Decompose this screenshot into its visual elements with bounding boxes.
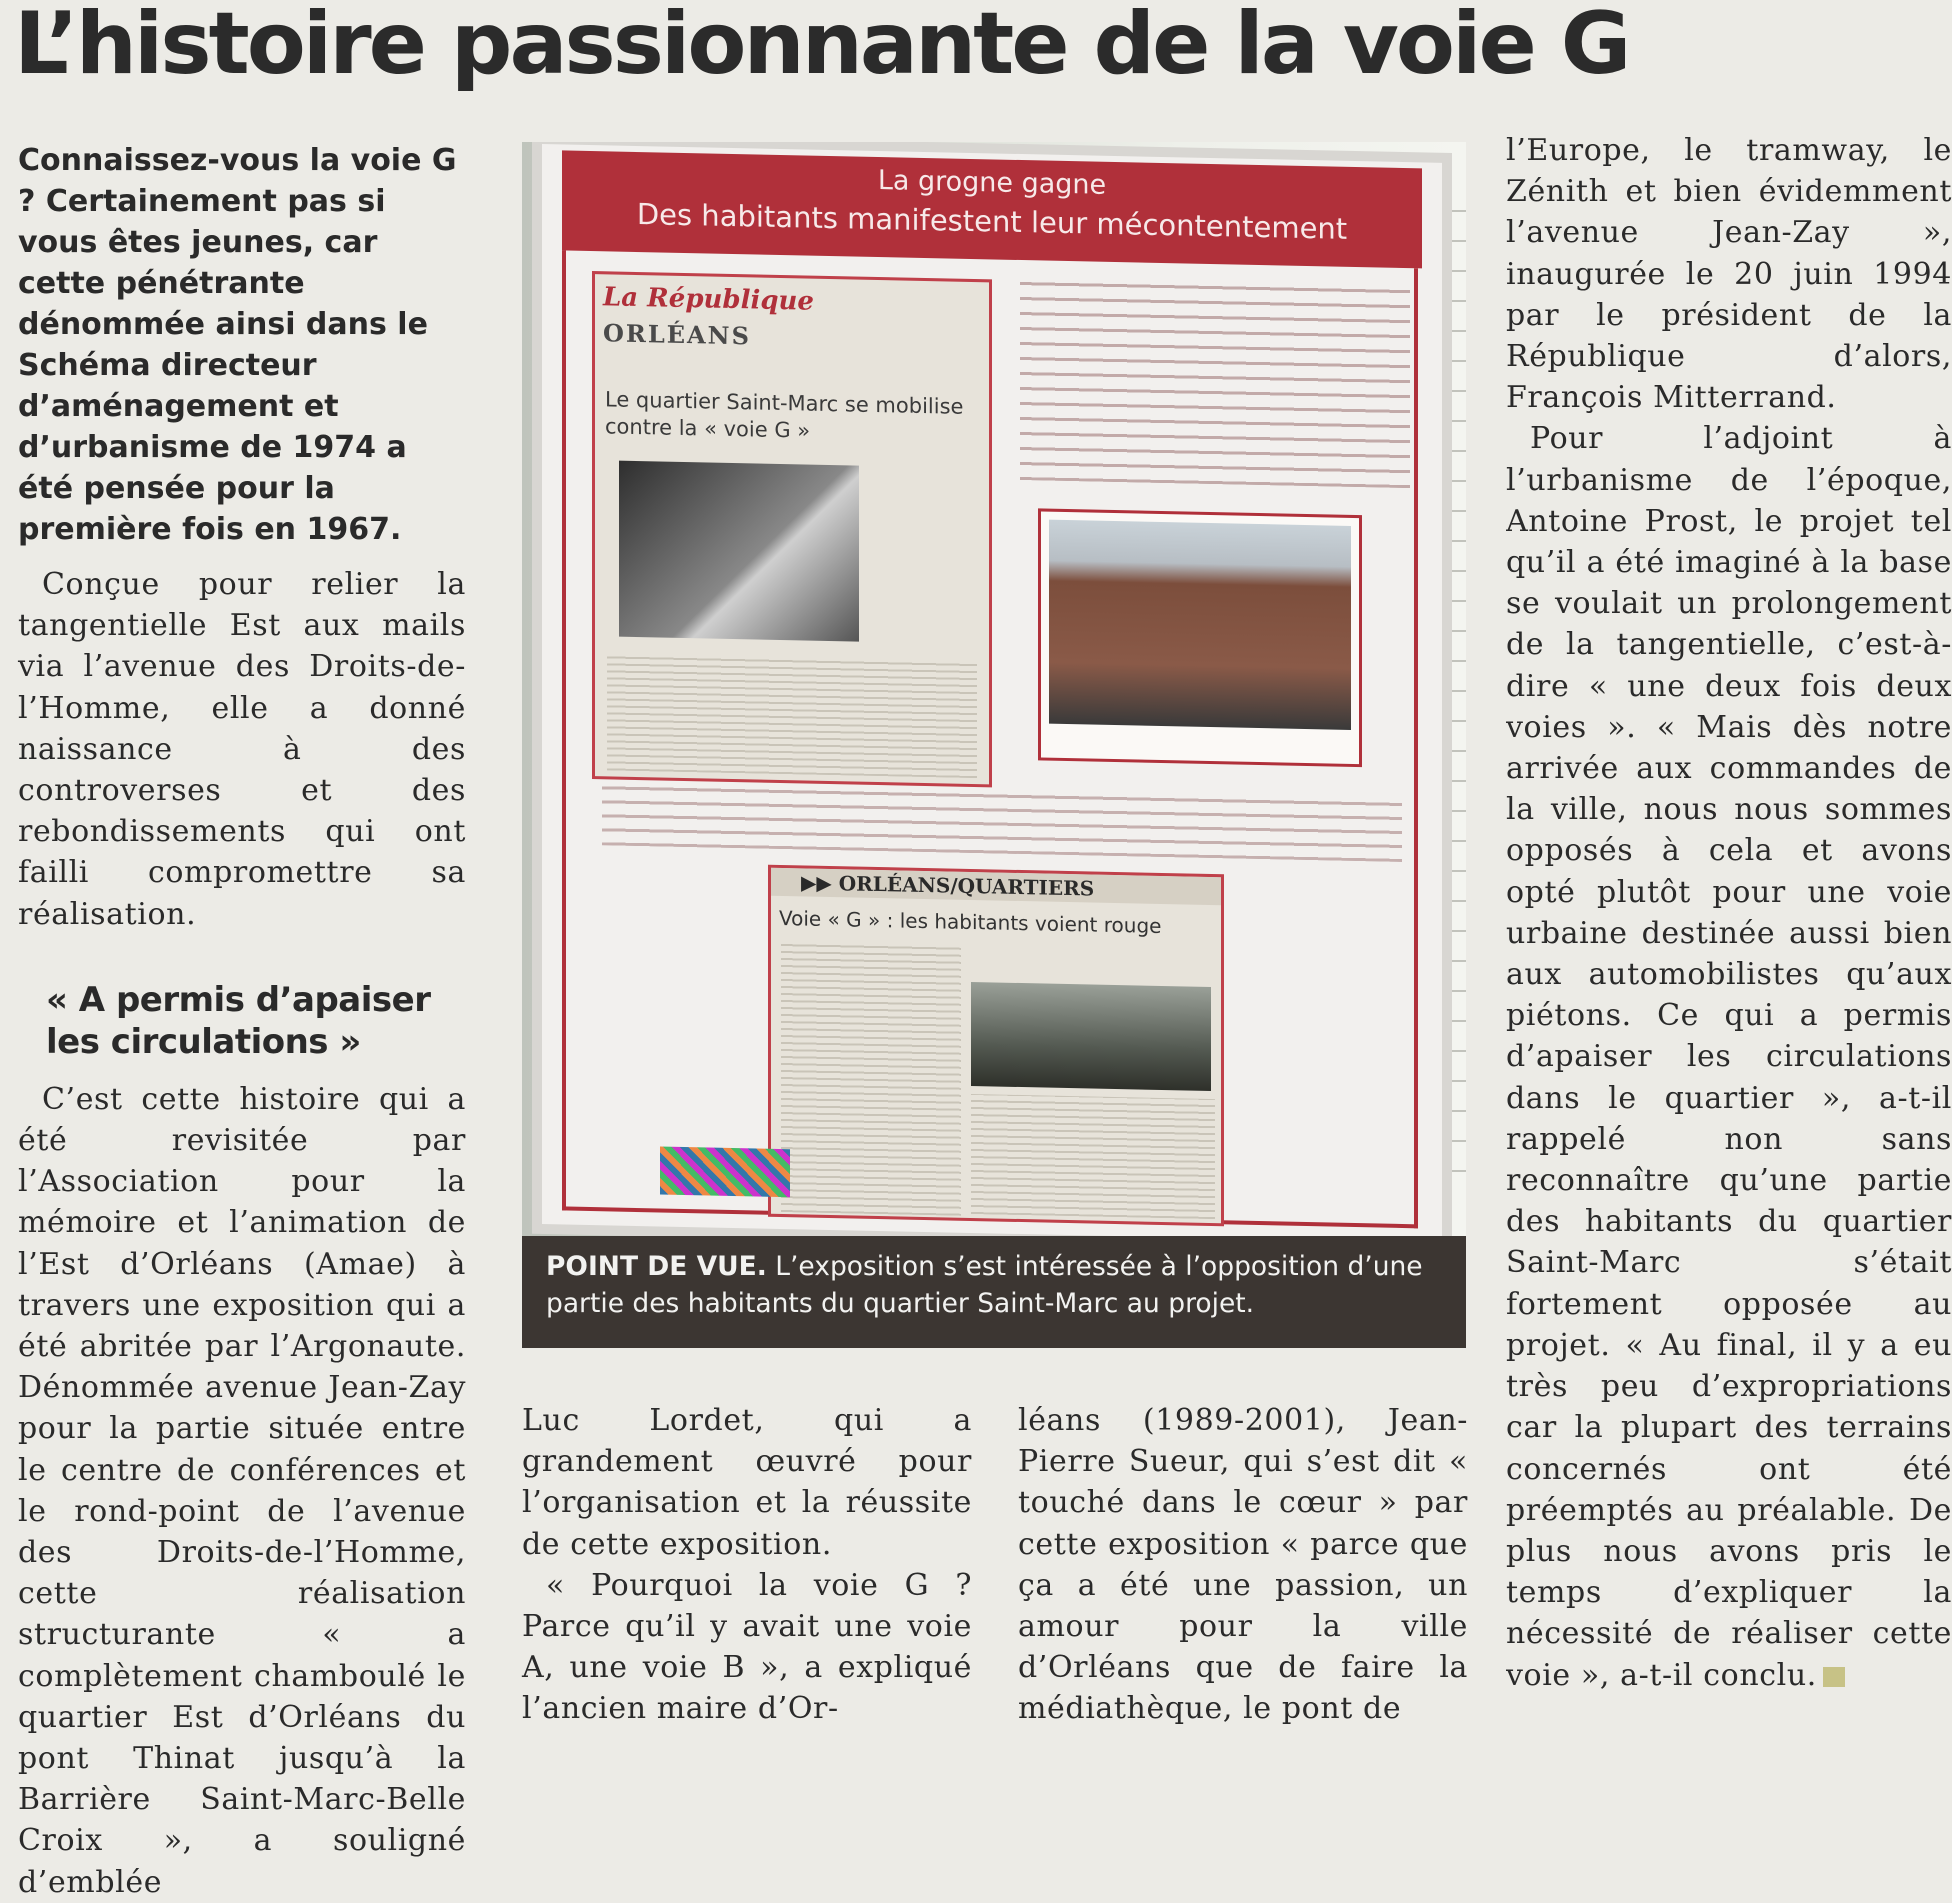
panel-house-photo (1038, 508, 1362, 767)
body-paragraph: l’Europe, le tramway, le Zénith et bien évidemment l’avenue Jean-Zay », inaugurée le 20 juin 1994 par le président de la République d’alors, François Mitterrand. (1506, 133, 1952, 416)
amae-logo-icon (1302, 1130, 1382, 1176)
body-paragraph: « Pourquoi la voie G ? Parce qu’il y avait une voie A, une voie B », a expliqué l’ancien maire d’Or- (522, 1567, 972, 1727)
headline: L’histoire passionnante de la voie G (14, 0, 1629, 94)
body-paragraph: Conçue pour relier la tangentielle Est aux mails via l’avenue des Droits-de-l’Homme, elle a donné naissance à des controverses et des rebondissements qui ont failli compromettre sa réalisation. (18, 567, 466, 932)
body-paragraph (1506, 418, 1952, 1695)
newspaper-clipping-2 (768, 865, 1224, 1227)
panel-intro-text (1020, 280, 1410, 488)
clipping-headline: Le quartier Saint-Marc se mobilise contre la « voie G » (605, 387, 964, 443)
clipping-2-text-lines (781, 942, 961, 1216)
exhibition-panel (542, 144, 1442, 1243)
masthead-orleans: ORLÉANS (603, 318, 751, 351)
newspaper-clipping-1 (592, 271, 992, 787)
body-paragraph: Luc Lordet, qui a grandement œuvré pour l’organisation et la réussite de cette exposition. (522, 1403, 972, 1562)
column-3 (1018, 1400, 1468, 1730)
column-1 (18, 140, 466, 1903)
clipping-2-photo (971, 982, 1211, 1091)
colorful-sticker (660, 1146, 790, 1197)
clipping-2-headline: Voie « G » : les habitants voient rouge (779, 905, 1162, 938)
subheading: « A permis d’apaiser les circulations » (46, 979, 431, 1062)
lead-paragraph: Connaissez-vous la voie G ? Certainement pas si vous êtes jeunes, car cette pénétrante dénommée ainsi dans le Schéma directeur d’aménagement et d’urbanisme de 1974 a été pensée pour la première fois en 1967. (18, 143, 457, 547)
body-paragraph: C’est cette histoire qui a été revisitée par l’Association pour la mémoire et l’animation de l’Est d’Orléans (Amae) à travers une exposition qui a été abritée par l’Argonaute. Dénommée avenue Jean-Zay pour la partie située entre le centre de conférences et le rond-point de l’avenue des Droits-de-l’Homme, cette réalisation structurante « a complètement chamboulé le quartier Est d’Orléans du pont Thinat jusqu’à la Barrière Saint-Marc-Belle Croix », a souligné d’emblée (18, 1081, 466, 1900)
closing-paragraph-text: Pour l’adjoint à l’urbanisme de l’époque, Antoine Prost, le projet tel qu’il a été imaginé à la base se voulait un prolongement de la tangentielle, c’est-à-dire « une deux fois deux voies ». « Mais dès notre arrivée aux commandes de la ville, nous nous sommes opposés à cela et avons opté plutôt pour une voie urbaine destinée aussi bien aux automobilistes qu’aux piétons. Ce qui a permis d’apaiser les circulations dans le quartier », a-t-il rappelé non sans reconnaître qu’une partie des habitants du quartier Saint-Marc s’était fortement opposée au projet. « Au final, il y a eu très peu d’expropriations car la plupart des terrains concernés ont été préemptés au préalable. De plus nous avons pris le temps d’expliquer la nécessité de réaliser cette voie », a-t-il conclu. (1506, 421, 1952, 1693)
exhibition-photo (522, 142, 1466, 1340)
panel-title-2: Des habitants manifestent leur mécontentement (636, 196, 1348, 246)
column-4 (1506, 130, 1952, 1696)
clipping-photo (619, 461, 859, 642)
caption-label: POINT DE VUE. (546, 1251, 767, 1282)
house-photo-image (1049, 520, 1351, 730)
clipping-text-lines (607, 654, 977, 778)
photo-caption (522, 1236, 1466, 1348)
body-paragraph: léans (1989-2001), Jean-Pierre Sueur, qui s’est dit « touché dans le cœur » par cette exposition « parce que ça a été une passion, un amour pour la ville d’Orléans que de faire la médiathèque, le pont de (1018, 1403, 1468, 1727)
clipping-masthead (603, 282, 863, 371)
clipping-2-masthead: ▶▶ ORLÉANS/QUARTIERS (771, 868, 1224, 906)
panel-header (562, 150, 1422, 268)
caption-text: L’exposition s’est intéressée à l’opposition d’une partie des habitants du quartier Saint-Marc au projet. (546, 1251, 1423, 1319)
column-2 (522, 1400, 972, 1730)
masthead-republique: La République (603, 282, 814, 317)
clipping-2-text-lines (971, 1094, 1215, 1219)
end-of-article-icon (1823, 1667, 1845, 1687)
panel-title-1: La grogne gagne (877, 165, 1107, 201)
